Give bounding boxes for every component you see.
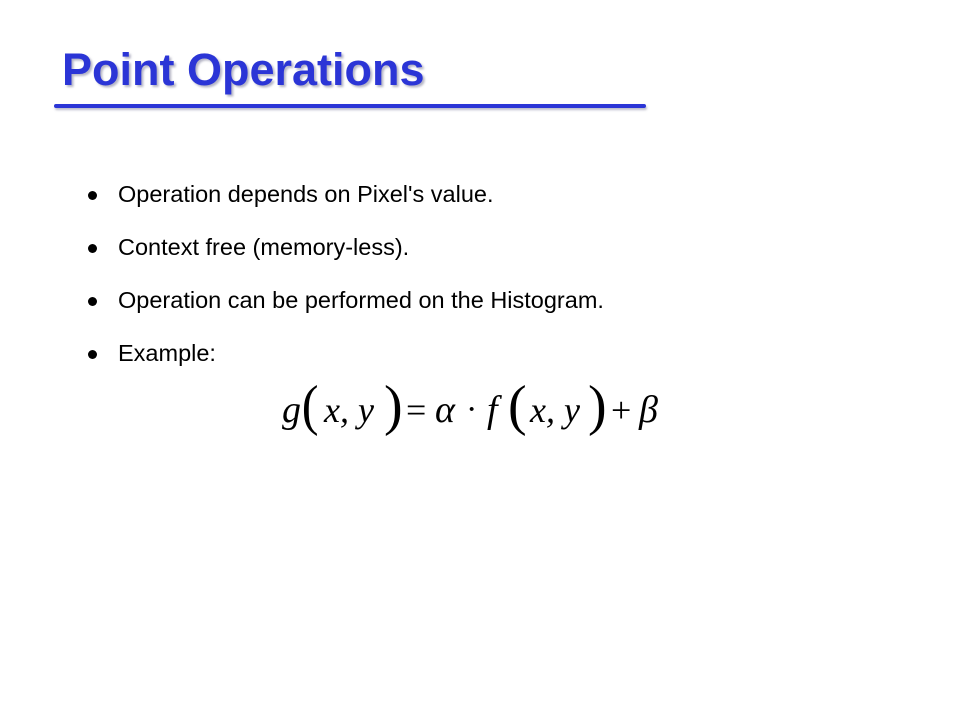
- formula-dot: ·: [466, 391, 478, 428]
- formula-plus: +: [611, 390, 632, 430]
- example-formula: [282, 380, 672, 440]
- bullet-dot-icon: [88, 191, 97, 200]
- bullet-item: [88, 221, 604, 274]
- bullet-item: [88, 274, 604, 327]
- title-underline: [54, 104, 646, 108]
- formula-open-paren: (: [508, 380, 527, 437]
- formula-g: g: [282, 389, 301, 431]
- bullet-list: [88, 168, 604, 380]
- bullet-text: Context free (memory-less).: [118, 234, 410, 260]
- bullet-text: Operation can be performed on the Histogram.: [118, 287, 604, 313]
- bullet-text: Example:: [118, 340, 216, 366]
- formula-args: x, y: [324, 390, 374, 430]
- bullet-item: [88, 168, 604, 221]
- formula-args: x, y: [530, 390, 580, 430]
- slide-title: Point Operations: [62, 44, 425, 95]
- bullet-text: Operation depends on Pixel's value.: [118, 181, 494, 207]
- formula-close-paren: ): [384, 380, 403, 437]
- bullet-dot-icon: [88, 244, 97, 253]
- bullet-item: [88, 327, 604, 380]
- formula-f: f: [487, 389, 498, 431]
- formula-beta: β: [639, 389, 658, 431]
- formula-equals: =: [406, 390, 427, 430]
- formula-open-paren: (: [301, 380, 319, 437]
- formula-alpha: α: [435, 389, 455, 431]
- formula-close-paren: ): [588, 380, 607, 437]
- bullet-dot-icon: [88, 297, 97, 306]
- formula-svg: [282, 380, 672, 440]
- bullet-dot-icon: [88, 350, 97, 359]
